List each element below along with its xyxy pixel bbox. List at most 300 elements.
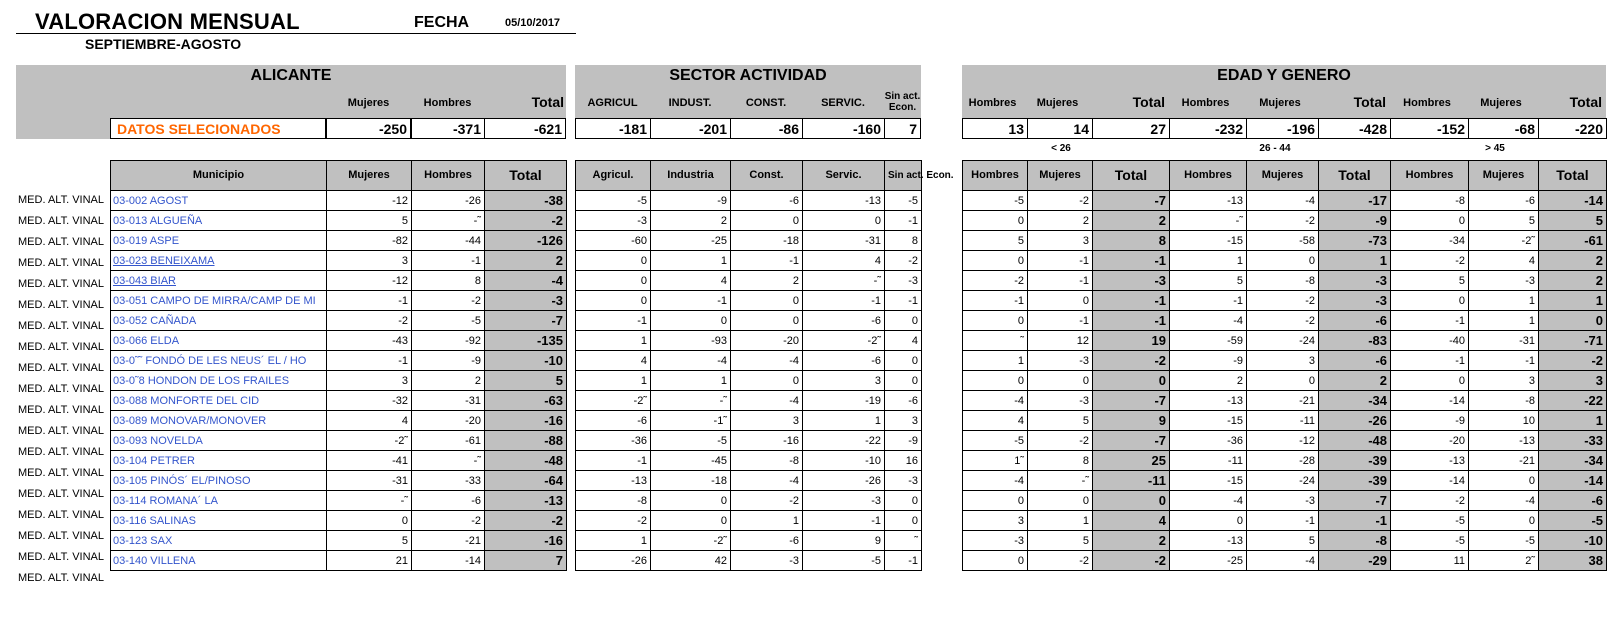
edad-cell: -8 (1469, 391, 1539, 411)
edad-cell: -31 (1469, 331, 1539, 351)
edad-cell: -5 (1391, 531, 1469, 551)
sector-cell: -93 (651, 331, 731, 351)
edad-cell: -25 (1170, 551, 1247, 571)
edad-cell: 0 (1469, 511, 1539, 531)
edad-cell: 0 (1247, 251, 1319, 271)
table-row (576, 191, 922, 211)
edad-sum-value-6: -152 (1390, 118, 1469, 139)
edad-cell: -8 (1247, 271, 1319, 291)
municipio-link[interactable]: 03-051 CAMPO DE MIRRA/CAMP DE MI (111, 291, 327, 311)
municipio-link[interactable]: 03-019 ASPE (111, 231, 327, 251)
sector-cell: -2˜ (803, 331, 885, 351)
edad-cell: 5 (1028, 411, 1093, 431)
sum-hombres: -371 (411, 118, 485, 139)
edad-cell: -2 (1247, 211, 1319, 231)
edad-cell: -1 (1028, 251, 1093, 271)
sector-cell: 1 (576, 371, 651, 391)
edad-cell: 12 (1028, 331, 1093, 351)
edad-cell: -4 (963, 391, 1028, 411)
table-row (576, 231, 922, 251)
row-zone-label: MED. ALT. VINAL (18, 257, 104, 269)
total-cell: -2 (485, 511, 567, 531)
total-cell: -64 (485, 471, 567, 491)
table-row (576, 451, 922, 471)
sector-cell: -60 (576, 231, 651, 251)
alicante-section-title: ALICANTE (250, 67, 332, 84)
mujeres-cell: -41 (327, 451, 412, 471)
total-cell: -10 (485, 351, 567, 371)
total-cell: -16 (485, 411, 567, 431)
sector-cell: -5 (576, 191, 651, 211)
sum-total: -621 (484, 118, 566, 139)
table-row (111, 371, 567, 391)
edad-total-cell: -34 (1319, 391, 1391, 411)
sector-cell: -1 (803, 511, 885, 531)
sector-cell: -3 (885, 471, 922, 491)
edad-total-cell: 9 (1093, 411, 1170, 431)
sector-cell: -2 (731, 491, 803, 511)
table-row (963, 271, 1607, 291)
table-row (963, 491, 1607, 511)
table-row (963, 191, 1607, 211)
alicante-table (110, 160, 567, 571)
total-cell: -3 (485, 291, 567, 311)
table-row (576, 211, 922, 231)
table-row (111, 391, 567, 411)
sector-cell: 4 (885, 331, 922, 351)
edad-cell: 0 (1170, 511, 1247, 531)
edad-sum-header-1: Mujeres (1036, 97, 1079, 109)
row-zone-label: MED. ALT. VINAL (18, 509, 104, 521)
sector-cell: -1 (885, 211, 922, 231)
municipio-link[interactable]: 03-0˜8 HONDON DE LOS FRAILES (111, 371, 327, 391)
sector-cell: -4 (731, 391, 803, 411)
sector-cell: 1 (576, 331, 651, 351)
edad-total-cell: 4 (1093, 511, 1170, 531)
total-cell: -63 (485, 391, 567, 411)
sector-cell: 4 (651, 271, 731, 291)
edad-total-cell: 0 (1093, 491, 1170, 511)
edad-total-cell: -29 (1319, 551, 1391, 571)
col-sinact: Sin act. Econ. (885, 161, 922, 191)
mujeres-cell: 3 (327, 371, 412, 391)
municipio-link[interactable]: 03-104 PETRER (111, 451, 327, 471)
edad-cell: -24 (1247, 471, 1319, 491)
edad-cell: -3 (963, 531, 1028, 551)
edad-cell: ˜ (963, 331, 1028, 351)
edad-total-cell: 38 (1539, 551, 1607, 571)
table-row (576, 271, 922, 291)
age-group-26-44: 26 - 44 (1259, 143, 1291, 154)
sector-cell: 16 (885, 451, 922, 471)
sector-cell: -10 (803, 451, 885, 471)
sector-cell: 0 (885, 351, 922, 371)
edad-cell: -2 (1028, 191, 1093, 211)
total-cell: -13 (485, 491, 567, 511)
edad-sum-value-8: -220 (1538, 118, 1607, 139)
edad-cell: 0 (963, 371, 1028, 391)
edad-cell: -2 (1391, 251, 1469, 271)
row-zone-label: MED. ALT. VINAL (18, 278, 104, 290)
edad-cell: 0 (963, 491, 1028, 511)
mujeres-cell: -12 (327, 271, 412, 291)
edad-cell: -1 (1391, 351, 1469, 371)
municipio-link[interactable]: 03-140 VILLENA (111, 551, 327, 571)
edad-sum-header-7: Mujeres (1480, 97, 1522, 109)
edad-total-cell: -22 (1539, 391, 1607, 411)
sector-cell: -4 (731, 471, 803, 491)
mujeres-cell: 4 (327, 411, 412, 431)
col-const: Const. (731, 161, 803, 191)
sum-header-hombres: Hombres (423, 97, 472, 109)
sector-cell: -2˜ (651, 531, 731, 551)
edad-cell: 0 (1391, 371, 1469, 391)
sector-cell: 0 (731, 211, 803, 231)
table-row (963, 231, 1607, 251)
period-label: SEPTIEMBRE-AGOSTO (85, 36, 242, 52)
edad-total-cell: 25 (1093, 451, 1170, 471)
edad-cell: -2 (1247, 291, 1319, 311)
edad-cell: -2 (1028, 431, 1093, 451)
edad-total-cell: 5 (1539, 211, 1607, 231)
table-row (963, 431, 1607, 451)
sum-const: -86 (730, 118, 803, 139)
title-underline (16, 33, 576, 34)
edad-total-cell: 2 (1539, 251, 1607, 271)
hombres-cell: -1 (412, 251, 485, 271)
edad-sum-value-4: -196 (1246, 118, 1319, 139)
municipio-link[interactable]: 03-088 MONFORTE DEL CID (111, 391, 327, 411)
sector-cell: -25 (651, 231, 731, 251)
sum-header-mujeres: Mujeres (347, 97, 390, 109)
edad-total-cell: -1 (1319, 511, 1391, 531)
edad-cell: -5 (963, 191, 1028, 211)
edad-cell: -24 (1247, 331, 1319, 351)
sector-cell: -4 (731, 351, 803, 371)
total-cell: -16 (485, 531, 567, 551)
edad-cell: -21 (1469, 451, 1539, 471)
row-zone-label: MED. ALT. VINAL (18, 299, 104, 311)
table-row (963, 211, 1607, 231)
sector-cell: -˜ (651, 391, 731, 411)
edad-cell: -4 (1469, 491, 1539, 511)
sector-cell: 1 (651, 371, 731, 391)
edad-total-cell: -8 (1319, 531, 1391, 551)
edad-cell: -5 (963, 431, 1028, 451)
edad-table (962, 160, 1607, 571)
edad-sum-header-2: Total (1132, 94, 1165, 110)
sector-cell: -20 (731, 331, 803, 351)
sector-table (575, 160, 954, 571)
edad-cell: 5 (1028, 531, 1093, 551)
edad-total-cell: 8 (1093, 231, 1170, 251)
sector-cell: 1 (651, 251, 731, 271)
mujeres-cell: 5 (327, 211, 412, 231)
table-row (111, 291, 567, 311)
sum-header-const: CONST. (745, 97, 787, 109)
edad-total-cell: -7 (1093, 391, 1170, 411)
edad-cell: 10 (1469, 411, 1539, 431)
edad-total-cell: -6 (1539, 491, 1607, 511)
col-edad-1: Mujeres (1028, 161, 1093, 191)
mujeres-cell: 5 (327, 531, 412, 551)
sum-header-servic: SERVIC. (821, 97, 865, 109)
sector-cell: 3 (885, 411, 922, 431)
hombres-cell: -9 (412, 351, 485, 371)
hombres-cell: -20 (412, 411, 485, 431)
edad-total-cell: -83 (1319, 331, 1391, 351)
mujeres-cell: -˜ (327, 491, 412, 511)
col-edad-3: Hombres (1170, 161, 1247, 191)
edad-sum-header-3: Hombres (1181, 97, 1230, 109)
table-row (576, 491, 922, 511)
mujeres-cell: -2˜ (327, 431, 412, 451)
edad-cell: -58 (1247, 231, 1319, 251)
edad-cell: -4 (963, 471, 1028, 491)
edad-sum-value-2: 27 (1092, 118, 1170, 139)
edad-cell: -1 (1391, 311, 1469, 331)
edad-cell: 1 (1028, 511, 1093, 531)
sector-cell: -13 (803, 191, 885, 211)
sector-cell: -4 (651, 351, 731, 371)
edad-cell: -4 (1170, 311, 1247, 331)
edad-section-title: EDAD Y GENERO (1217, 67, 1351, 84)
table-row (963, 471, 1607, 491)
sector-cell: 2 (651, 211, 731, 231)
mujeres-cell: -12 (327, 191, 412, 211)
mujeres-cell: -82 (327, 231, 412, 251)
edad-total-cell: -10 (1539, 531, 1607, 551)
datos-seleccionados-label: DATOS SELECIONADOS (110, 118, 326, 139)
edad-total-cell: 1 (1319, 251, 1391, 271)
edad-total-cell: 3 (1539, 371, 1607, 391)
fecha-value: 05/10/2017 (505, 17, 561, 29)
table-row (576, 511, 922, 531)
table-row (576, 371, 922, 391)
edad-total-cell: 2 (1093, 531, 1170, 551)
edad-cell: -13 (1391, 451, 1469, 471)
edad-cell: 3 (1028, 231, 1093, 251)
edad-cell: 1˜ (963, 451, 1028, 471)
sector-cell: 4 (576, 351, 651, 371)
sector-section-title: SECTOR ACTIVIDAD (669, 67, 827, 84)
edad-cell: -21 (1247, 391, 1319, 411)
edad-cell: -8 (1391, 191, 1469, 211)
mujeres-cell: -31 (327, 471, 412, 491)
row-zone-label: MED. ALT. VINAL (18, 446, 104, 458)
hombres-cell: -2 (412, 291, 485, 311)
edad-total-cell: 1 (1539, 411, 1607, 431)
sector-cell: -3 (885, 271, 922, 291)
edad-cell: -1 (1028, 271, 1093, 291)
sector-cell: -6 (803, 311, 885, 331)
municipio-link[interactable]: 03-114 ROMANA´ LA (111, 491, 327, 511)
sector-cell: 0 (651, 311, 731, 331)
edad-cell: -20 (1391, 431, 1469, 451)
table-row (576, 291, 922, 311)
edad-cell: 0 (963, 551, 1028, 571)
edad-sum-value-0: 13 (962, 118, 1028, 139)
hombres-cell: -5 (412, 311, 485, 331)
edad-cell: 5 (1247, 531, 1319, 551)
age-group-under26: < 26 (1051, 143, 1071, 154)
hombres-cell: -2 (412, 511, 485, 531)
edad-cell: 0 (1469, 471, 1539, 491)
table-row (963, 551, 1607, 571)
table-row (576, 531, 922, 551)
edad-total-cell: -71 (1539, 331, 1607, 351)
hombres-cell: -˜ (412, 451, 485, 471)
table-row (963, 371, 1607, 391)
sector-cell: -16 (731, 431, 803, 451)
mujeres-cell: -2 (327, 311, 412, 331)
edad-total-cell: -73 (1319, 231, 1391, 251)
edad-cell: 8 (1028, 451, 1093, 471)
edad-cell: -3 (1469, 271, 1539, 291)
edad-cell: -3 (1028, 351, 1093, 371)
table-row (111, 451, 567, 471)
table-row (576, 311, 922, 331)
edad-cell: -4 (1247, 551, 1319, 571)
edad-cell: -2 (1247, 311, 1319, 331)
municipio-link[interactable]: 03-043 BIAR (111, 271, 327, 291)
sector-cell: 0 (731, 291, 803, 311)
municipio-link[interactable]: 03-089 MONOVAR/MONOVER (111, 411, 327, 431)
municipio-link[interactable]: 03-123 SAX (111, 531, 327, 551)
sector-cell: 0 (731, 311, 803, 331)
edad-sum-header-4: Mujeres (1259, 97, 1301, 109)
total-cell: -135 (485, 331, 567, 351)
hombres-cell: -31 (412, 391, 485, 411)
hombres-cell: 8 (412, 271, 485, 291)
edad-cell: -14 (1391, 471, 1469, 491)
sector-cell: -5 (803, 551, 885, 571)
edad-total-cell: -1 (1093, 251, 1170, 271)
sector-cell: -1 (803, 291, 885, 311)
table-row (111, 411, 567, 431)
sector-cell: 8 (885, 231, 922, 251)
total-cell: 5 (485, 371, 567, 391)
col-agricul: Agricul. (576, 161, 651, 191)
edad-cell: -13 (1170, 391, 1247, 411)
table-row (576, 411, 922, 431)
edad-cell: -36 (1170, 431, 1247, 451)
col-edad-0: Hombres (963, 161, 1028, 191)
hombres-cell: -61 (412, 431, 485, 451)
mujeres-cell: 3 (327, 251, 412, 271)
edad-total-cell: -39 (1319, 451, 1391, 471)
edad-total-cell: -11 (1093, 471, 1170, 491)
sector-cell: -5 (651, 431, 731, 451)
sector-cell: -3 (803, 491, 885, 511)
sector-cell: -6 (885, 391, 922, 411)
edad-cell: -12 (1247, 431, 1319, 451)
edad-cell: 1 (963, 351, 1028, 371)
sector-cell: -18 (651, 471, 731, 491)
municipio-link[interactable]: 03-023 BENEIXAMA (111, 251, 327, 271)
municipio-link[interactable]: 03-0˜˜ FONDÓ DE LES NEUS´ EL / HO (111, 351, 327, 371)
edad-cell: 1 (1469, 311, 1539, 331)
sector-cell: -8 (576, 491, 651, 511)
table-row (111, 231, 567, 251)
table-row (576, 431, 922, 451)
municipio-link[interactable]: 03-116 SALINAS (111, 511, 327, 531)
sector-cell: -9 (885, 431, 922, 451)
municipio-link[interactable]: 03-105 PINÓS´ EL/PINOSO (111, 471, 327, 491)
mujeres-cell: -1 (327, 351, 412, 371)
edad-cell: -11 (1247, 411, 1319, 431)
edad-cell: 0 (963, 251, 1028, 271)
sum-header-agricul: AGRICUL (587, 97, 638, 109)
sector-cell: -8 (731, 451, 803, 471)
edad-total-cell: 2 (1093, 211, 1170, 231)
col-municipio: Municipio (111, 161, 327, 191)
total-cell: -38 (485, 191, 567, 211)
age-group-over45: > 45 (1485, 143, 1505, 154)
edad-cell: -˜ (1028, 471, 1093, 491)
row-zone-label: MED. ALT. VINAL (18, 572, 104, 584)
edad-total-cell: -3 (1093, 271, 1170, 291)
edad-cell: -1 (963, 291, 1028, 311)
edad-cell: -4 (1170, 491, 1247, 511)
edad-cell: 3 (1469, 371, 1539, 391)
row-zone-label: MED. ALT. VINAL (18, 194, 104, 206)
edad-sum-header-0: Hombres (968, 97, 1017, 109)
edad-cell: -59 (1170, 331, 1247, 351)
hombres-cell: -14 (412, 551, 485, 571)
edad-cell: 11 (1391, 551, 1469, 571)
edad-total-cell: -34 (1539, 451, 1607, 471)
edad-cell: 2 (1170, 371, 1247, 391)
edad-total-cell: -7 (1093, 191, 1170, 211)
edad-sum-value-5: -428 (1318, 118, 1391, 139)
edad-total-cell: -1 (1093, 291, 1170, 311)
municipio-link[interactable]: 03-093 NOVELDA (111, 431, 327, 451)
table-row (963, 251, 1607, 271)
table-row (111, 331, 567, 351)
edad-total-cell: 2 (1539, 271, 1607, 291)
edad-cell: -4 (1247, 191, 1319, 211)
sector-cell: -6 (576, 411, 651, 431)
municipio-link[interactable]: 03-066 ELDA (111, 331, 327, 351)
table-row (963, 351, 1607, 371)
sector-cell: -3 (731, 551, 803, 571)
edad-cell: -2˜ (1469, 231, 1539, 251)
row-zone-label: MED. ALT. VINAL (18, 425, 104, 437)
municipio-link[interactable]: 03-002 AGOST (111, 191, 327, 211)
edad-cell: -1 (1028, 311, 1093, 331)
municipio-link[interactable]: 03-052 CAÑADA (111, 311, 327, 331)
edad-total-cell: -7 (1319, 491, 1391, 511)
sector-cell: 0 (885, 311, 922, 331)
municipio-link[interactable]: 03-013 ALGUEÑA (111, 211, 327, 231)
mujeres-cell: 21 (327, 551, 412, 571)
edad-total-cell: -48 (1319, 431, 1391, 451)
sector-cell: -1 (576, 451, 651, 471)
edad-sum-value-7: -68 (1468, 118, 1539, 139)
table-row (111, 511, 567, 531)
fecha-label: FECHA (414, 14, 470, 31)
table-row (576, 471, 922, 491)
edad-total-cell: -2 (1093, 551, 1170, 571)
hombres-cell: -26 (412, 191, 485, 211)
edad-cell: -2 (1391, 491, 1469, 511)
edad-sum-header-8: Total (1569, 94, 1602, 110)
sector-cell: -9 (651, 191, 731, 211)
row-zone-label: MED. ALT. VINAL (18, 341, 104, 353)
hombres-cell: 2 (412, 371, 485, 391)
edad-cell: -5 (1469, 531, 1539, 551)
